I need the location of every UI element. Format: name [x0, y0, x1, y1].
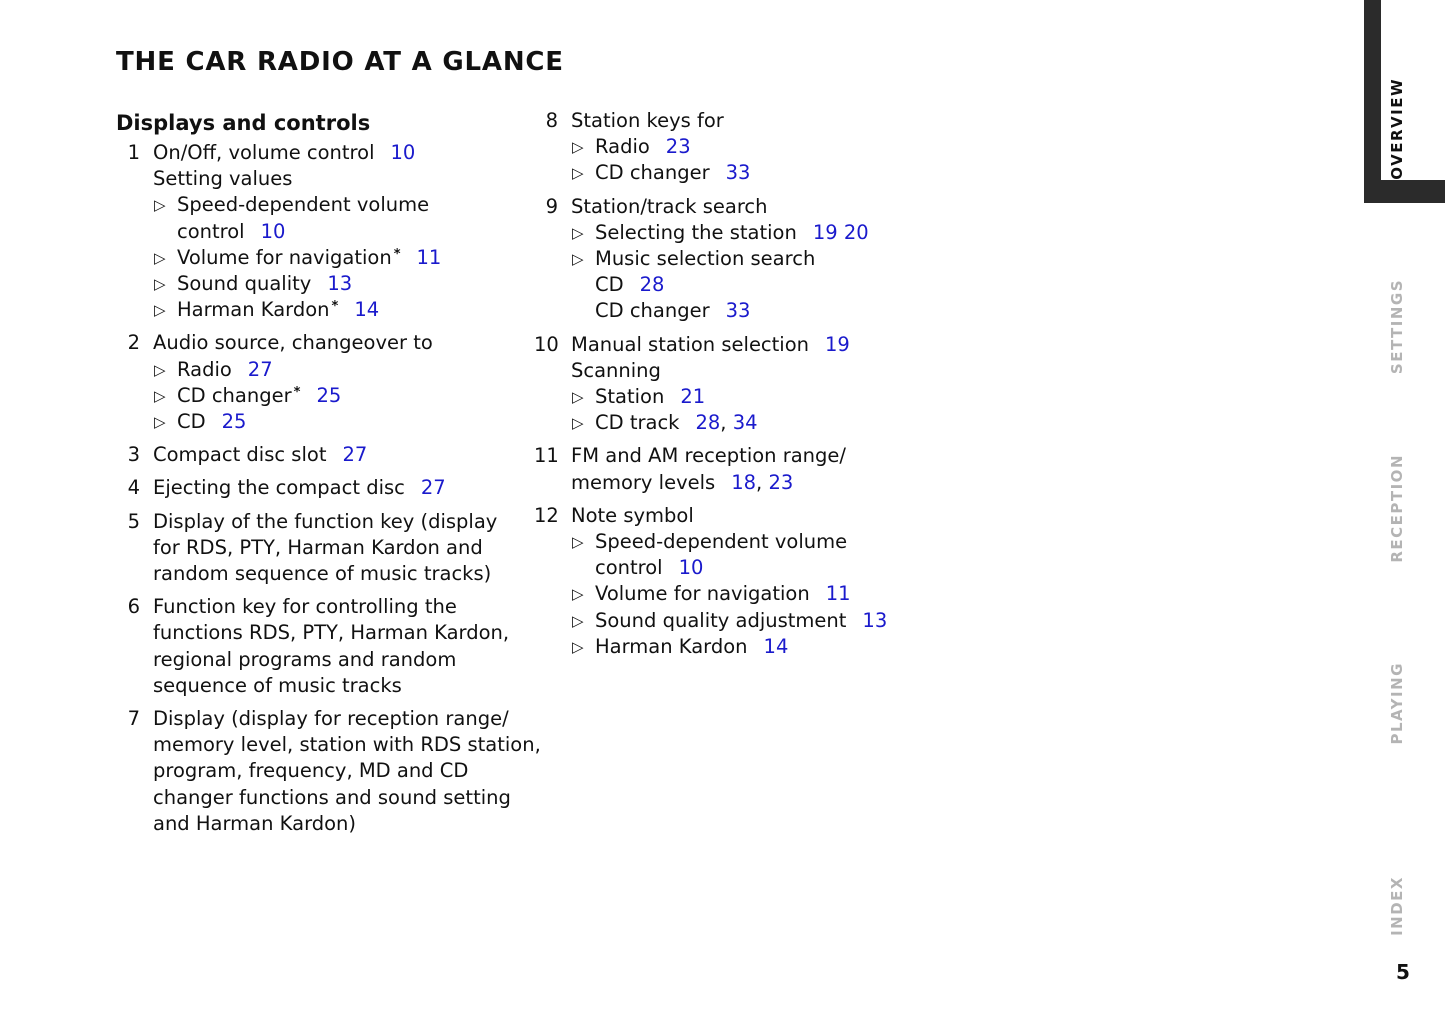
item-list — [534, 108, 954, 660]
triangle-bullet-icon: ▷ — [572, 611, 584, 630]
sub-item-line — [177, 245, 536, 271]
page-refs — [261, 220, 286, 243]
sub-item-text: Sound quality — [177, 272, 312, 296]
sub-item-detail-text: CD — [595, 273, 624, 297]
page-refs — [862, 609, 887, 632]
sub-item — [571, 410, 954, 436]
sub-item-text: Radio — [177, 357, 232, 381]
ref-separator: , — [720, 411, 733, 435]
sub-item — [571, 581, 954, 607]
item-text: for RDS, PTY, Harman Kardon and — [153, 535, 483, 559]
page-refs — [354, 298, 379, 321]
optional-equipment-asterisk: * — [293, 384, 301, 400]
sub-item — [571, 608, 954, 634]
left-column — [116, 108, 541, 844]
page-refs — [666, 135, 691, 158]
page-refs — [640, 273, 665, 296]
triangle-bullet-icon: ▷ — [572, 414, 584, 433]
triangle-bullet-icon: ▷ — [154, 360, 166, 379]
list-item — [116, 140, 536, 323]
sub-item — [153, 383, 536, 409]
triangle-bullet-icon: ▷ — [572, 164, 584, 183]
page-ref-link[interactable]: 28 — [639, 273, 665, 297]
sub-item-line — [595, 581, 954, 607]
item-text-line — [153, 475, 536, 501]
tab-label: INDEX — [1388, 876, 1406, 936]
page-title: THE CAR RADIO AT A GLANCE — [116, 47, 564, 77]
item-text-line — [153, 673, 536, 699]
sub-item-line — [595, 410, 954, 436]
sub-item-detail-line — [571, 272, 954, 298]
item-text-line — [153, 561, 536, 587]
sub-item — [571, 634, 954, 660]
page-refs — [726, 299, 751, 322]
item-text: On/Off, volume control — [153, 141, 375, 164]
item-text: Station/track search — [571, 194, 768, 218]
list-item — [116, 509, 536, 588]
page-ref-link[interactable]: 27 — [342, 443, 368, 467]
item-text-line — [153, 785, 536, 811]
item-text-line — [571, 443, 954, 469]
sub-item-line — [595, 608, 954, 634]
sub-item — [153, 357, 536, 383]
page-refs — [222, 410, 247, 433]
item-text: functions RDS, PTY, Harman Kardon, — [153, 621, 510, 645]
list-item — [116, 706, 541, 837]
sub-item-line — [177, 409, 536, 435]
sub-item-line — [595, 634, 954, 660]
sub-item-text: control — [595, 556, 663, 580]
tab-label: RECEPTION — [1388, 454, 1406, 563]
item-text: Display (display for reception range/ — [153, 707, 509, 731]
sub-item-line — [595, 134, 954, 160]
item-text: Scanning — [571, 358, 661, 382]
sub-item-line — [177, 383, 536, 409]
item-text: memory level, station with RDS station, — [153, 733, 541, 757]
page-refs — [825, 333, 850, 356]
page-refs — [679, 556, 704, 579]
page-ref-link[interactable]: 27 — [247, 357, 273, 381]
sub-item-text: Speed-dependent volume — [177, 193, 430, 217]
sub-item-line — [177, 219, 536, 245]
triangle-bullet-icon: ▷ — [572, 585, 584, 604]
tab-playing[interactable] — [1388, 662, 1418, 745]
page-refs — [417, 246, 442, 269]
item-text-line — [153, 535, 536, 561]
item-text-line — [153, 166, 536, 192]
item-text: and Harman Kardon) — [153, 811, 357, 835]
triangle-bullet-icon: ▷ — [572, 637, 584, 656]
sub-item-detail-text: CD changer — [595, 299, 710, 323]
sub-item-detail-line — [571, 298, 954, 324]
sub-item-line — [595, 529, 954, 555]
item-text-line — [153, 594, 536, 620]
triangle-bullet-icon: ▷ — [154, 196, 166, 215]
triangle-bullet-icon: ▷ — [154, 275, 166, 294]
item-text-line — [153, 732, 541, 758]
list-item — [116, 475, 536, 501]
tab-label: OVERVIEW — [1388, 78, 1406, 180]
sub-item-line — [177, 297, 536, 323]
item-list — [116, 140, 541, 837]
page-ref-link[interactable]: 14 — [354, 298, 380, 322]
tab-settings[interactable] — [1388, 279, 1418, 374]
sub-item-text: Radio — [595, 135, 650, 159]
item-text: Station keys for — [571, 109, 724, 132]
page-ref-link[interactable]: 34 — [732, 411, 758, 435]
page-refs — [342, 443, 367, 466]
list-item — [534, 108, 954, 187]
page-refs — [826, 582, 851, 605]
sub-item — [153, 271, 536, 297]
page-refs — [695, 411, 757, 434]
sub-item-line — [595, 555, 954, 581]
sub-item-text: Sound quality adjustment — [595, 608, 847, 632]
sub-item-text: Music selection search — [595, 247, 816, 271]
item-text: Compact disc slot — [153, 443, 327, 467]
sub-item-line — [595, 220, 954, 246]
triangle-bullet-icon: ▷ — [572, 223, 584, 242]
item-text-line — [571, 332, 954, 358]
item-text: program, frequency, MD and CD — [153, 759, 469, 783]
sub-item-text: Station — [595, 385, 665, 409]
triangle-bullet-icon: ▷ — [154, 386, 166, 405]
sub-item — [571, 220, 954, 246]
page-ref-link[interactable]: 18 — [731, 470, 757, 494]
item-text-line — [153, 330, 536, 356]
sub-item-line — [177, 357, 536, 383]
item-text-line — [153, 758, 536, 784]
page-ref-link[interactable]: 19 — [825, 332, 850, 356]
item-text: changer functions and sound setting — [153, 785, 511, 809]
sub-item-text: control — [177, 219, 245, 243]
item-number: 2 — [127, 331, 140, 355]
page-refs — [726, 161, 751, 184]
sub-item — [571, 246, 954, 272]
item-text: memory levels — [571, 470, 716, 494]
item-text-line — [571, 194, 954, 220]
sub-item-text: CD changer — [177, 383, 292, 407]
sub-item — [153, 297, 536, 323]
triangle-bullet-icon: ▷ — [154, 301, 166, 320]
page-ref-link[interactable]: 25 — [221, 410, 247, 434]
optional-equipment-asterisk: * — [393, 246, 401, 262]
sub-item-line — [595, 246, 954, 272]
right-column — [534, 108, 954, 667]
item-text-line — [153, 509, 536, 535]
sub-item-text: Harman Kardon — [595, 634, 748, 658]
page-refs — [813, 221, 869, 244]
tab-label: SETTINGS — [1388, 279, 1406, 375]
page-refs — [391, 141, 416, 164]
triangle-bullet-icon: ▷ — [572, 250, 584, 269]
item-text: FM and AM reception range/ — [571, 444, 846, 468]
item-text-line — [571, 358, 954, 384]
page-refs — [421, 476, 446, 499]
list-item — [116, 330, 536, 435]
page-ref-link[interactable]: 14 — [763, 634, 789, 658]
page-ref-link[interactable]: 10 — [390, 141, 416, 164]
tab-index[interactable] — [1388, 876, 1418, 936]
page-ref-link[interactable]: 19 — [812, 220, 838, 244]
triangle-bullet-icon: ▷ — [572, 388, 584, 407]
page-ref-link[interactable]: 20 — [843, 220, 869, 244]
item-text: Setting values — [153, 167, 293, 191]
page-refs — [731, 471, 793, 494]
page-refs — [327, 272, 352, 295]
item-text-line — [153, 140, 536, 166]
sub-item-line — [595, 160, 954, 186]
item-number: 7 — [127, 707, 140, 731]
list-item — [534, 332, 954, 437]
sub-item — [571, 529, 954, 581]
item-number: 4 — [127, 476, 140, 500]
sub-item — [571, 160, 954, 186]
item-number: 1 — [127, 141, 140, 164]
sub-item — [153, 245, 536, 271]
page-ref-link[interactable]: 11 — [416, 245, 442, 269]
item-text: Note symbol — [571, 503, 694, 527]
list-item — [534, 443, 954, 495]
ref-separator: , — [756, 470, 769, 494]
page-refs — [248, 358, 273, 381]
sub-item-line — [595, 384, 954, 410]
page-ref-link[interactable]: 27 — [420, 476, 446, 500]
item-number: 12 — [534, 503, 559, 527]
sub-item-text: Speed-dependent volume — [595, 530, 848, 554]
item-text-line — [153, 442, 536, 468]
tab-reception[interactable] — [1388, 454, 1418, 563]
item-number: 6 — [127, 595, 140, 619]
sub-item-text: CD — [177, 410, 206, 434]
item-text: regional programs and random — [153, 647, 457, 671]
item-text-line — [153, 620, 536, 646]
item-text: Audio source, changeover to — [153, 331, 433, 355]
page-ref-link[interactable]: 33 — [725, 161, 751, 185]
tab-label: PLAYING — [1388, 662, 1406, 745]
page-number: 5 — [1396, 960, 1410, 984]
page-ref-link[interactable]: 23 — [665, 135, 691, 159]
page-ref-link[interactable]: 23 — [768, 470, 794, 494]
optional-equipment-asterisk: * — [331, 299, 339, 315]
sub-item-text: CD track — [595, 411, 680, 435]
item-number: 11 — [534, 444, 559, 468]
sub-item-text: Selecting the station — [595, 220, 797, 244]
item-text: Ejecting the compact disc — [153, 476, 405, 500]
item-text: random sequence of music tracks) — [153, 562, 492, 586]
page-ref-link[interactable]: 13 — [862, 608, 888, 632]
triangle-bullet-icon: ▷ — [154, 248, 166, 267]
item-number: 3 — [127, 443, 140, 467]
item-text: Function key for controlling the — [153, 595, 457, 619]
item-text: Manual station selection — [571, 332, 810, 356]
sub-item-line — [177, 271, 536, 297]
item-text: sequence of music tracks — [153, 673, 402, 697]
sub-item-line — [177, 192, 536, 218]
page-ref-link[interactable]: 21 — [680, 385, 706, 409]
page-refs — [316, 384, 341, 407]
triangle-bullet-icon: ▷ — [572, 138, 584, 157]
sub-item-text: Harman Kardon — [177, 298, 330, 322]
item-text-line — [153, 706, 536, 732]
sub-item — [153, 409, 536, 435]
page-ref-link[interactable]: 10 — [678, 556, 704, 580]
page-ref-link[interactable]: 28 — [695, 411, 721, 435]
list-item — [116, 594, 536, 699]
page-ref-link[interactable]: 13 — [327, 272, 353, 296]
section-heading: Displays and controls — [116, 111, 371, 135]
page-refs — [680, 385, 705, 408]
item-text: Display of the function key (display — [153, 509, 498, 533]
item-number: 8 — [545, 109, 558, 132]
item-number: 9 — [545, 194, 558, 218]
page-ref-link[interactable]: 25 — [316, 383, 342, 407]
triangle-bullet-icon: ▷ — [154, 413, 166, 432]
item-text-line — [571, 503, 954, 529]
sub-item-text: Volume for navigation — [595, 582, 810, 606]
sub-item — [571, 384, 954, 410]
list-item — [116, 442, 536, 468]
page-ref-link[interactable]: 11 — [825, 582, 851, 606]
list-item — [534, 503, 954, 660]
item-number: 10 — [534, 332, 559, 356]
sub-item — [571, 134, 954, 160]
item-text-line — [571, 108, 954, 134]
sub-item-text: CD changer — [595, 161, 710, 185]
item-number: 5 — [127, 509, 140, 533]
sub-item — [153, 192, 536, 244]
tab-overview[interactable] — [1388, 78, 1418, 180]
page-refs — [764, 635, 789, 658]
item-text-line — [571, 470, 954, 496]
list-item — [534, 194, 954, 325]
item-text-line — [153, 811, 536, 837]
page-ref-link[interactable]: 10 — [260, 219, 286, 243]
item-text-line — [153, 647, 536, 673]
triangle-bullet-icon: ▷ — [572, 533, 584, 552]
sub-item-text: Volume for navigation — [177, 245, 392, 269]
page-ref-link[interactable]: 33 — [725, 299, 751, 323]
